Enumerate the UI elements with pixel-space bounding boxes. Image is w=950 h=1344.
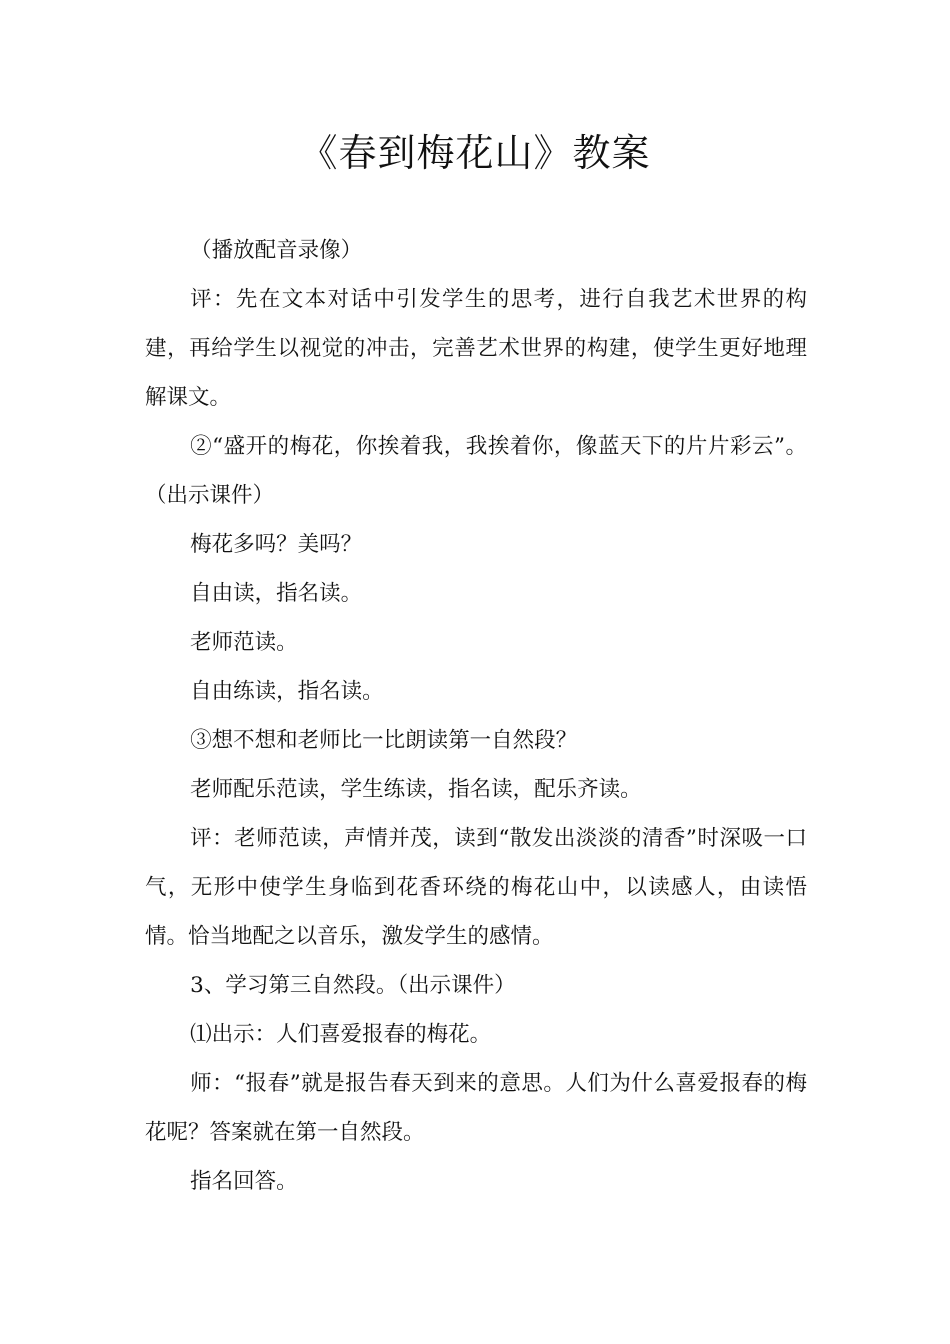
paragraph-12: ⑴出示：人们喜爱报春的梅花。 bbox=[190, 1022, 492, 1047]
paragraph-6: 老师范读。 bbox=[190, 630, 298, 655]
document-body bbox=[145, 226, 807, 1206]
document-title: 《春到梅花山》教案 bbox=[299, 131, 651, 175]
paragraph-10: 评：老师范读，声情并茂，读到“散发出淡淡的清香”时深吸一口气，无形中使学生身临到花香环绕的梅花山中，以读感人，由读悟情。恰当地配之以音乐，激发学生的感情。 bbox=[145, 826, 807, 949]
paragraph-8: ③想不想和老师比一比朗读第一自然段？ bbox=[190, 728, 578, 753]
paragraph-5: 自由读，指名读。 bbox=[190, 581, 363, 606]
paragraph-2: 评：先在文本对话中引发学生的思考，进行自我艺术世界的构建，再给学生以视觉的冲击，完善艺术世界的构建，使学生更好地理解课文。 bbox=[145, 287, 807, 410]
paragraph-7: 自由练读，指名读。 bbox=[190, 679, 384, 704]
paragraph-13: 师：“报春”就是报告春天到来的意思。人们为什么喜爱报春的梅花呢？答案就在第一自然段。 bbox=[145, 1071, 807, 1145]
paragraph-11: 3、学习第三自然段。（出示课件） bbox=[190, 973, 516, 998]
paragraph-4: 梅花多吗？美吗？ bbox=[190, 532, 363, 557]
paragraph-14: 指名回答。 bbox=[190, 1169, 298, 1194]
paragraph-9: 老师配乐范读，学生练读，指名读，配乐齐读。 bbox=[190, 777, 642, 802]
paragraph-1: （播放配音录像） bbox=[190, 238, 363, 263]
paragraph-3: ②“盛开的梅花，你挨着我，我挨着你，像蓝天下的片片彩云”。（出示课件） bbox=[145, 434, 807, 508]
